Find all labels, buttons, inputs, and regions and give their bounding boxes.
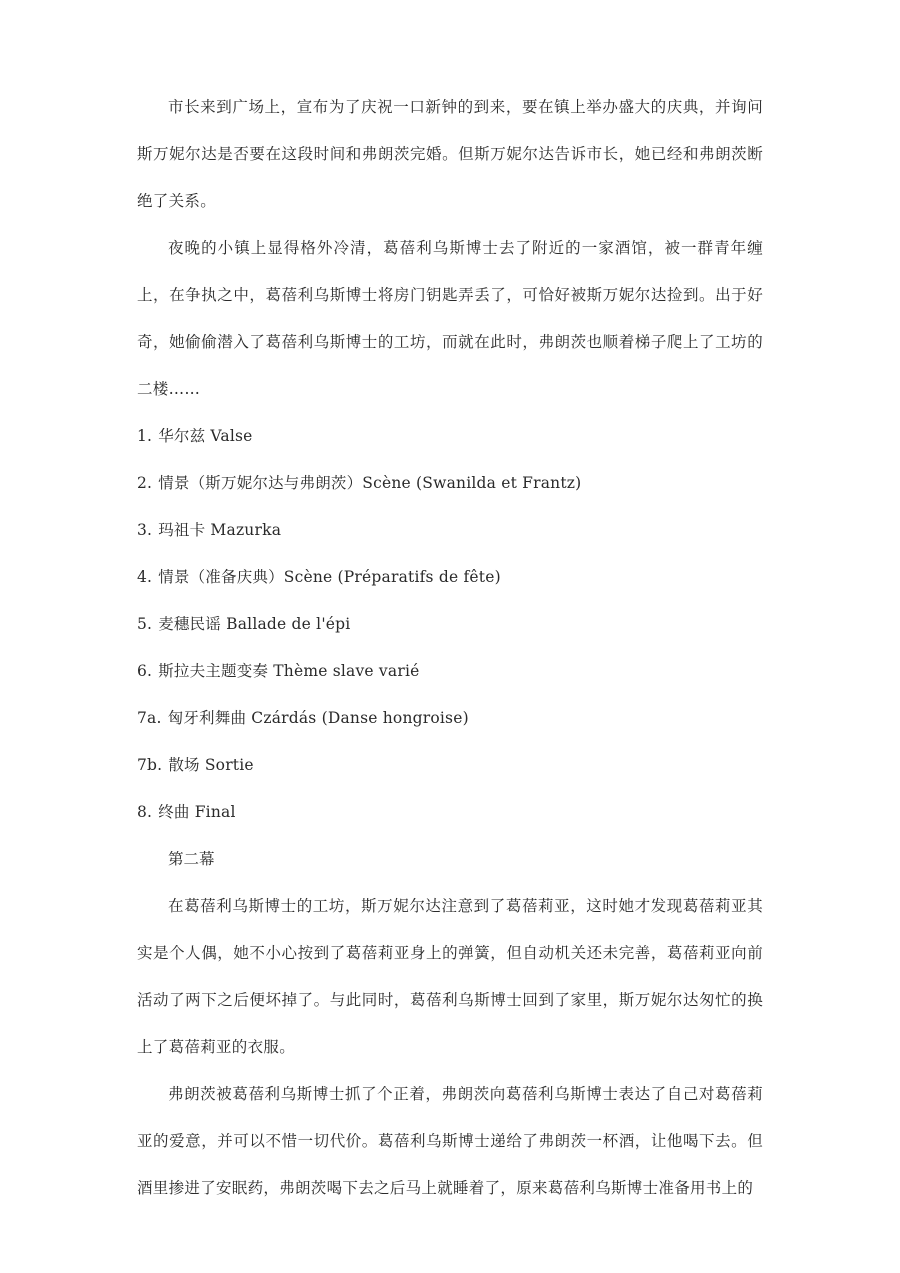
- track-title: 终曲 Final: [158, 803, 236, 821]
- track-list: [137, 413, 763, 836]
- list-item: [137, 601, 763, 648]
- track-number: 7a.: [137, 709, 162, 727]
- track-number: 1.: [137, 427, 153, 445]
- track-number: 5.: [137, 615, 153, 633]
- track-title: 玛祖卡 Mazurka: [158, 521, 282, 539]
- track-title: 情景（斯万妮尔达与弗朗茨）Scène (Swanilda et Frantz): [158, 474, 582, 492]
- track-title: 匈牙利舞曲 Czárdás (Danse hongroise): [167, 709, 469, 727]
- track-title: 麦穗民谣 Ballade de l'épi: [158, 615, 351, 633]
- paragraph: 弗朗茨被葛蓓利乌斯博士抓了个正着，弗朗茨向葛蓓利乌斯博士表达了自己对葛蓓莉亚的爱意，并可以不惜一切代价。葛蓓利乌斯博士递给了弗朗茨一杯酒，让他喝下去。但酒里掺进了安眠药，弗朗茨喝下去之后马上就睡着了，原来葛蓓利乌斯博士准备用书上的: [137, 1085, 763, 1197]
- paragraph: 在葛蓓利乌斯博士的工坊，斯万妮尔达注意到了葛蓓莉亚，这时她才发现葛蓓莉亚其实是个人偶，她不小心按到了葛蓓莉亚身上的弹簧，但自动机关还未完善，葛蓓莉亚向前活动了两下之后便坏掉了。与此同时，葛蓓利乌斯博士回到了家里，斯万妮尔达匆忙的换上了葛蓓莉亚的衣服。: [137, 897, 763, 1056]
- paragraph: 夜晚的小镇上显得格外冷清，葛蓓利乌斯博士去了附近的一家酒馆，被一群青年缠上，在争执之中，葛蓓利乌斯博士将房门钥匙弄丢了，可恰好被斯万妮尔达捡到。出于好奇，她偷偷潜入了葛蓓利乌斯博士的工坊，而就在此时，弗朗茨也顺着梯子爬上了工坊的二楼……: [137, 239, 763, 398]
- list-item: [137, 789, 763, 836]
- track-number: 6.: [137, 662, 153, 680]
- track-number: 2.: [137, 474, 153, 492]
- act-heading: 第二幕: [168, 850, 215, 868]
- track-number: 7b.: [137, 756, 163, 774]
- document-page: [137, 84, 763, 1212]
- list-item: [137, 742, 763, 789]
- track-title: 情景（准备庆典）Scène (Préparatifs de fête): [158, 568, 501, 586]
- track-title: 斯拉夫主题变奏 Thème slave varié: [158, 662, 420, 680]
- track-title: 散场 Sortie: [168, 756, 254, 774]
- track-number: 8.: [137, 803, 153, 821]
- paragraph: 市长来到广场上，宣布为了庆祝一口新钟的到来，要在镇上举办盛大的庆典，并询问斯万妮尔达是否要在这段时间和弗朗茨完婚。但斯万妮尔达告诉市长，她已经和弗朗茨断绝了关系。: [137, 98, 763, 210]
- list-item: [137, 648, 763, 695]
- list-item: [137, 554, 763, 601]
- track-number: 3.: [137, 521, 153, 539]
- track-title: 华尔兹 Valse: [158, 427, 253, 445]
- list-item: [137, 695, 763, 742]
- list-item: [137, 460, 763, 507]
- track-number: 4.: [137, 568, 153, 586]
- list-item: [137, 413, 763, 460]
- list-item: [137, 507, 763, 554]
